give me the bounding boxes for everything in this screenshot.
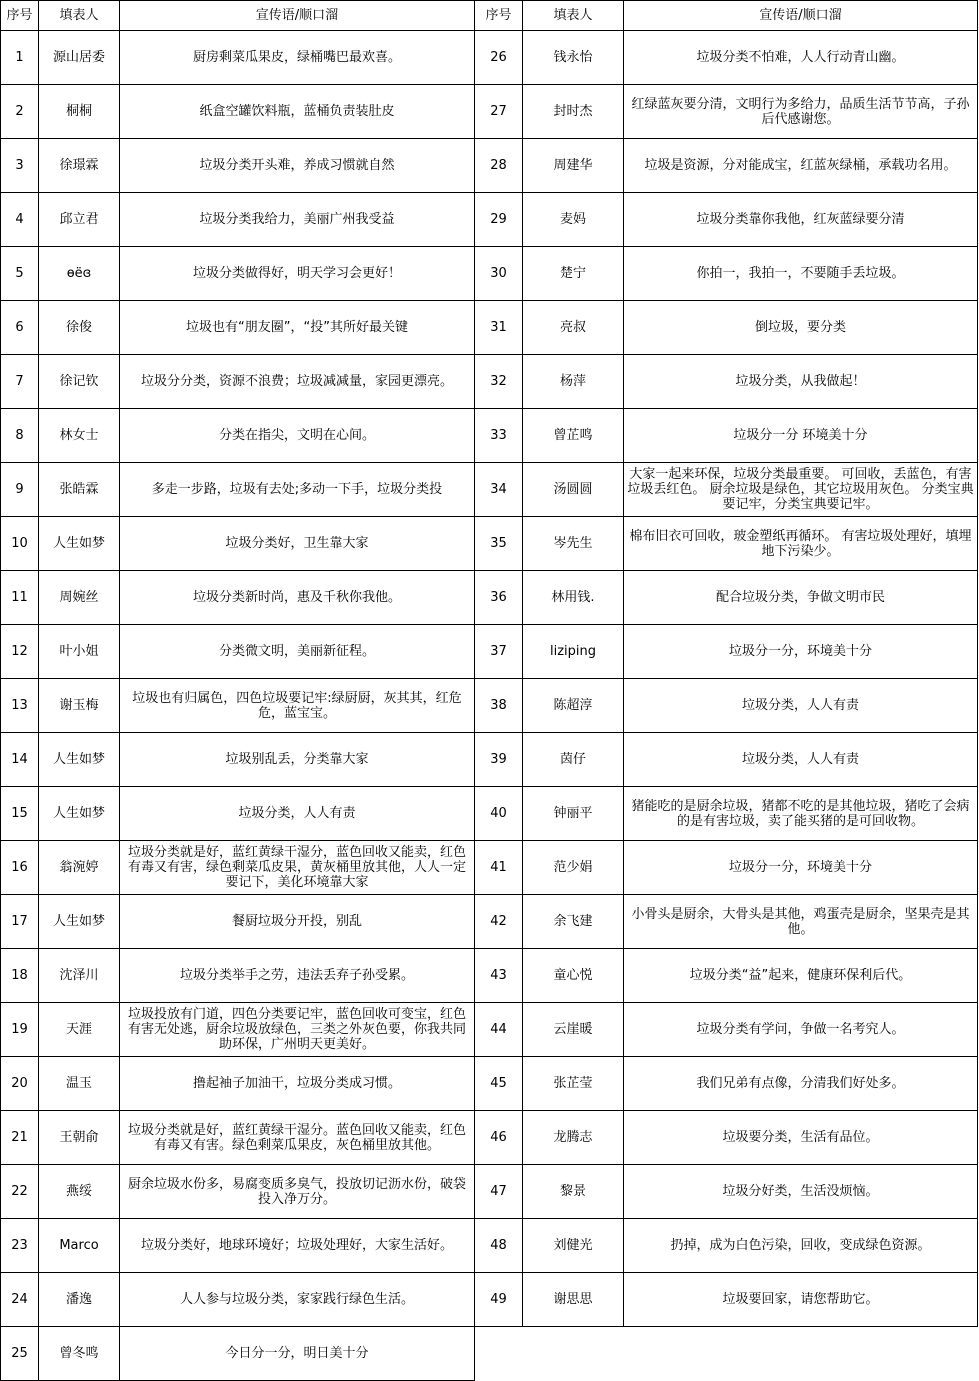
table-row bbox=[1, 355, 978, 409]
right-slogan-cell: 垃圾分类，从我做起！ bbox=[624, 355, 978, 409]
right-slogan-cell: 垃圾分类“益”起来，健康环保利后代。 bbox=[624, 949, 978, 1003]
right-filler-cell: 岑先生 bbox=[523, 517, 624, 571]
right-slogan-cell: 猪能吃的是厨余垃圾，猪都不吃的是其他垃圾，猪吃了会病的是有害垃圾，卖了能买猪的是可回收物。 bbox=[624, 787, 978, 841]
table-row bbox=[1, 841, 978, 895]
table-row bbox=[1, 787, 978, 841]
header-filler-right: 填表人 bbox=[523, 1, 624, 31]
right-filler-cell: 谢思思 bbox=[523, 1273, 624, 1327]
left-slogan-cell: 垃圾投放有门道，四色分类要记牢，蓝色回收可变宝，红色有害无处逃，厨余垃圾放绿色，三类之外灰色要，你我共同助环保，广州明天更美好。 bbox=[120, 1003, 475, 1057]
left-filler-cell: 曾冬鸣 bbox=[39, 1327, 120, 1381]
left-num-cell: 7 bbox=[1, 355, 39, 409]
right-num-cell: 49 bbox=[475, 1273, 523, 1327]
right-filler-cell: 童心悦 bbox=[523, 949, 624, 1003]
right-filler-cell: 封时杰 bbox=[523, 85, 624, 139]
right-filler-cell: 亮叔 bbox=[523, 301, 624, 355]
right-num-cell: 27 bbox=[475, 85, 523, 139]
right-filler-cell: 周建华 bbox=[523, 139, 624, 193]
left-slogan-cell: 今日分一分，明日美十分 bbox=[120, 1327, 475, 1381]
left-num-cell: 11 bbox=[1, 571, 39, 625]
left-slogan-cell: 垃圾分分类，资源不浪费；垃圾减减量，家园更漂亮。 bbox=[120, 355, 475, 409]
left-filler-cell: 徐俊 bbox=[39, 301, 120, 355]
table-row bbox=[1, 949, 978, 1003]
left-filler-cell: 谢玉梅 bbox=[39, 679, 120, 733]
right-num-cell: 31 bbox=[475, 301, 523, 355]
header-num-right: 序号 bbox=[475, 1, 523, 31]
left-filler-cell: 张皓霖 bbox=[39, 463, 120, 517]
left-num-cell: 9 bbox=[1, 463, 39, 517]
right-num-cell: 43 bbox=[475, 949, 523, 1003]
left-filler-cell: 王朝俞 bbox=[39, 1111, 120, 1165]
left-filler-cell: 人生如梦 bbox=[39, 733, 120, 787]
right-slogan-cell: 垃圾分类，人人有责 bbox=[624, 679, 978, 733]
empty-cell bbox=[475, 1327, 523, 1381]
left-slogan-cell: 垃圾分类，人人有责 bbox=[120, 787, 475, 841]
right-filler-cell: 林用钱. bbox=[523, 571, 624, 625]
right-filler-cell: 龙腾志 bbox=[523, 1111, 624, 1165]
left-num-cell: 14 bbox=[1, 733, 39, 787]
table-row bbox=[1, 31, 978, 85]
left-slogan-cell: 餐厨垃圾分开投，别乱 bbox=[120, 895, 475, 949]
table-row bbox=[1, 139, 978, 193]
right-slogan-cell: 垃圾分一分，环境美十分 bbox=[624, 841, 978, 895]
table-row bbox=[1, 1057, 978, 1111]
left-filler-cell: 人生如梦 bbox=[39, 787, 120, 841]
right-filler-cell: 刘健光 bbox=[523, 1219, 624, 1273]
right-filler-cell: 余飞建 bbox=[523, 895, 624, 949]
right-num-cell: 46 bbox=[475, 1111, 523, 1165]
right-num-cell: 36 bbox=[475, 571, 523, 625]
left-slogan-cell: 撸起袖子加油干，垃圾分类成习惯。 bbox=[120, 1057, 475, 1111]
right-num-cell: 30 bbox=[475, 247, 523, 301]
right-num-cell: 45 bbox=[475, 1057, 523, 1111]
right-filler-cell: 茵仔 bbox=[523, 733, 624, 787]
right-num-cell: 29 bbox=[475, 193, 523, 247]
header-row bbox=[1, 1, 978, 31]
right-filler-cell: 汤圆圆 bbox=[523, 463, 624, 517]
table-row bbox=[1, 247, 978, 301]
left-num-cell: 13 bbox=[1, 679, 39, 733]
right-slogan-cell: 垃圾要分类，生活有品位。 bbox=[624, 1111, 978, 1165]
left-slogan-cell: 垃圾别乱丢，分类靠大家 bbox=[120, 733, 475, 787]
left-num-cell: 12 bbox=[1, 625, 39, 679]
right-slogan-cell: 垃圾分类有学问，争做一名考究人。 bbox=[624, 1003, 978, 1057]
right-num-cell: 47 bbox=[475, 1165, 523, 1219]
left-slogan-cell: 垃圾分类好，卫生靠大家 bbox=[120, 517, 475, 571]
right-slogan-cell: 棉布旧衣可回收，玻金塑纸再循环。 有害垃圾处理好，填埋地下污染少。 bbox=[624, 517, 978, 571]
left-filler-cell: 温玉 bbox=[39, 1057, 120, 1111]
right-slogan-cell: 大家一起来环保，垃圾分类最重要。 可回收，丢蓝色，有害垃圾丢红色。 厨余垃圾是绿色，其它垃圾用灰色。 分类宝典要记牢，分类宝典要记牢。 bbox=[624, 463, 978, 517]
right-num-cell: 32 bbox=[475, 355, 523, 409]
left-slogan-cell: 人人参与垃圾分类，家家践行绿色生活。 bbox=[120, 1273, 475, 1327]
left-filler-cell: 邱立君 bbox=[39, 193, 120, 247]
left-num-cell: 24 bbox=[1, 1273, 39, 1327]
right-filler-cell: 陈超淳 bbox=[523, 679, 624, 733]
left-slogan-cell: 垃圾分类好，地球环境好；垃圾处理好，大家生活好。 bbox=[120, 1219, 475, 1273]
left-num-cell: 16 bbox=[1, 841, 39, 895]
left-slogan-cell: 多走一步路，垃圾有去处;多动一下手，垃圾分类投 bbox=[120, 463, 475, 517]
left-slogan-cell: 垃圾分类就是好，蓝红黄绿干湿分，蓝色回收又能卖，红色有毒又有害，绿色剩菜瓜皮果，黄灰桶里放其他，人人一定要记下，美化环境靠大家 bbox=[120, 841, 475, 895]
right-filler-cell: 张芷莹 bbox=[523, 1057, 624, 1111]
empty-cell bbox=[624, 1327, 978, 1381]
empty-cell bbox=[523, 1327, 624, 1381]
right-num-cell: 28 bbox=[475, 139, 523, 193]
right-filler-cell: liziping bbox=[523, 625, 624, 679]
right-slogan-cell: 扔掉，成为白色污染，回收，变成绿色资源。 bbox=[624, 1219, 978, 1273]
left-slogan-cell: 垃圾分类就是好，蓝红黄绿干湿分。蓝色回收又能卖，红色有毒又有害。绿色剩菜瓜果皮，灰色桶里放其他。 bbox=[120, 1111, 475, 1165]
left-filler-cell: 桐桐 bbox=[39, 85, 120, 139]
left-num-cell: 3 bbox=[1, 139, 39, 193]
left-slogan-cell: 垃圾分类开头难，养成习惯就自然 bbox=[120, 139, 475, 193]
right-num-cell: 33 bbox=[475, 409, 523, 463]
right-slogan-cell: 配合垃圾分类，争做文明市民 bbox=[624, 571, 978, 625]
left-slogan-cell: 垃圾分类我给力，美丽广州我受益 bbox=[120, 193, 475, 247]
left-filler-cell: 沈泽川 bbox=[39, 949, 120, 1003]
right-slogan-cell: 红绿蓝灰要分清，文明行为多给力，品质生活节节高，子孙后代感谢您。 bbox=[624, 85, 978, 139]
right-slogan-cell: 小骨头是厨余，大骨头是其他，鸡蛋壳是厨余，坚果壳是其他。 bbox=[624, 895, 978, 949]
left-num-cell: 25 bbox=[1, 1327, 39, 1381]
right-slogan-cell: 垃圾分一分 环境美十分 bbox=[624, 409, 978, 463]
right-num-cell: 40 bbox=[475, 787, 523, 841]
left-num-cell: 6 bbox=[1, 301, 39, 355]
table-row bbox=[1, 463, 978, 517]
table-row bbox=[1, 1273, 978, 1327]
right-slogan-cell: 垃圾分类靠你我他，红灰蓝绿要分清 bbox=[624, 193, 978, 247]
left-num-cell: 18 bbox=[1, 949, 39, 1003]
left-num-cell: 5 bbox=[1, 247, 39, 301]
left-num-cell: 8 bbox=[1, 409, 39, 463]
header-slogan-right: 宣传语/顺口溜 bbox=[624, 1, 978, 31]
left-slogan-cell: 垃圾也有“朋友圈”，“投”其所好最关键 bbox=[120, 301, 475, 355]
table-row bbox=[1, 1219, 978, 1273]
left-filler-cell: 燕绥 bbox=[39, 1165, 120, 1219]
left-filler-cell: 叶小姐 bbox=[39, 625, 120, 679]
right-slogan-cell: 倒垃圾，要分类 bbox=[624, 301, 978, 355]
left-slogan-cell: 分类在指尖，文明在心间。 bbox=[120, 409, 475, 463]
right-num-cell: 38 bbox=[475, 679, 523, 733]
left-filler-cell: 人生如梦 bbox=[39, 517, 120, 571]
left-filler-cell: 徐璟霖 bbox=[39, 139, 120, 193]
right-slogan-cell: 垃圾是资源，分对能成宝，红蓝灰绿桶，承载功名用。 bbox=[624, 139, 978, 193]
left-num-cell: 4 bbox=[1, 193, 39, 247]
right-num-cell: 44 bbox=[475, 1003, 523, 1057]
left-slogan-cell: 厨余垃圾水份多，易腐变质多臭气，投放切记沥水份，破袋投入净万分。 bbox=[120, 1165, 475, 1219]
table-row bbox=[1, 1111, 978, 1165]
left-filler-cell: 天涯 bbox=[39, 1003, 120, 1057]
left-num-cell: 10 bbox=[1, 517, 39, 571]
left-filler-cell: ɵëɞ bbox=[39, 247, 120, 301]
left-slogan-cell: 垃圾分类做得好，明天学习会更好！ bbox=[120, 247, 475, 301]
left-slogan-cell: 厨房剩菜瓜果皮，绿桶嘴巴最欢喜。 bbox=[120, 31, 475, 85]
header-filler-left: 填表人 bbox=[39, 1, 120, 31]
right-filler-cell: 云崖暖 bbox=[523, 1003, 624, 1057]
left-filler-cell: 人生如梦 bbox=[39, 895, 120, 949]
left-filler-cell: 潘逸 bbox=[39, 1273, 120, 1327]
table-row bbox=[1, 571, 978, 625]
right-filler-cell: 曾芷鸣 bbox=[523, 409, 624, 463]
right-num-cell: 41 bbox=[475, 841, 523, 895]
left-slogan-cell: 垃圾分类新时尚，惠及千秋你我他。 bbox=[120, 571, 475, 625]
left-filler-cell: 林女士 bbox=[39, 409, 120, 463]
right-slogan-cell: 垃圾分一分，环境美十分 bbox=[624, 625, 978, 679]
right-filler-cell: 楚宁 bbox=[523, 247, 624, 301]
left-filler-cell: 周婉丝 bbox=[39, 571, 120, 625]
table-row bbox=[1, 409, 978, 463]
left-num-cell: 23 bbox=[1, 1219, 39, 1273]
table-row bbox=[1, 895, 978, 949]
right-slogan-cell: 垃圾分类不怕难，人人行动青山幽。 bbox=[624, 31, 978, 85]
left-slogan-cell: 分类微文明，美丽新征程。 bbox=[120, 625, 475, 679]
right-num-cell: 37 bbox=[475, 625, 523, 679]
table-row bbox=[1, 679, 978, 733]
right-num-cell: 26 bbox=[475, 31, 523, 85]
left-slogan-cell: 纸盒空罐饮料瓶，蓝桶负责装肚皮 bbox=[120, 85, 475, 139]
left-filler-cell: 徐记钦 bbox=[39, 355, 120, 409]
right-num-cell: 34 bbox=[475, 463, 523, 517]
left-slogan-cell: 垃圾分类举手之劳，违法丢弃子孙受累。 bbox=[120, 949, 475, 1003]
left-num-cell: 19 bbox=[1, 1003, 39, 1057]
left-num-cell: 22 bbox=[1, 1165, 39, 1219]
right-num-cell: 42 bbox=[475, 895, 523, 949]
right-num-cell: 35 bbox=[475, 517, 523, 571]
header-num-left: 序号 bbox=[1, 1, 39, 31]
table-row bbox=[1, 193, 978, 247]
left-filler-cell: Marco bbox=[39, 1219, 120, 1273]
left-num-cell: 2 bbox=[1, 85, 39, 139]
right-slogan-cell: 垃圾分好类，生活没烦恼。 bbox=[624, 1165, 978, 1219]
right-filler-cell: 范少娟 bbox=[523, 841, 624, 895]
table-row bbox=[1, 301, 978, 355]
table-row bbox=[1, 625, 978, 679]
left-slogan-cell: 垃圾也有归属色，四色垃圾要记牢:绿厨厨，灰其其，红危危，蓝宝宝。 bbox=[120, 679, 475, 733]
left-filler-cell: 翁涴婷 bbox=[39, 841, 120, 895]
right-filler-cell: 黎景 bbox=[523, 1165, 624, 1219]
left-num-cell: 20 bbox=[1, 1057, 39, 1111]
right-num-cell: 48 bbox=[475, 1219, 523, 1273]
table-row bbox=[1, 517, 978, 571]
table-row bbox=[1, 1165, 978, 1219]
left-num-cell: 21 bbox=[1, 1111, 39, 1165]
right-slogan-cell: 你拍一，我拍一，不要随手丢垃圾。 bbox=[624, 247, 978, 301]
right-num-cell: 39 bbox=[475, 733, 523, 787]
right-slogan-cell: 我们兄弟有点像，分清我们好处多。 bbox=[624, 1057, 978, 1111]
left-num-cell: 15 bbox=[1, 787, 39, 841]
right-filler-cell: 钱永怡 bbox=[523, 31, 624, 85]
header-slogan-left: 宣传语/顺口溜 bbox=[120, 1, 475, 31]
table-row bbox=[1, 733, 978, 787]
table-row bbox=[1, 85, 978, 139]
right-slogan-cell: 垃圾要回家，请您帮助它。 bbox=[624, 1273, 978, 1327]
left-num-cell: 17 bbox=[1, 895, 39, 949]
right-filler-cell: 钟丽平 bbox=[523, 787, 624, 841]
right-slogan-cell: 垃圾分类，人人有责 bbox=[624, 733, 978, 787]
table-row bbox=[1, 1327, 978, 1381]
table-row bbox=[1, 1003, 978, 1057]
right-filler-cell: 麦妈 bbox=[523, 193, 624, 247]
left-num-cell: 1 bbox=[1, 31, 39, 85]
right-filler-cell: 杨萍 bbox=[523, 355, 624, 409]
left-filler-cell: 源山居委 bbox=[39, 31, 120, 85]
